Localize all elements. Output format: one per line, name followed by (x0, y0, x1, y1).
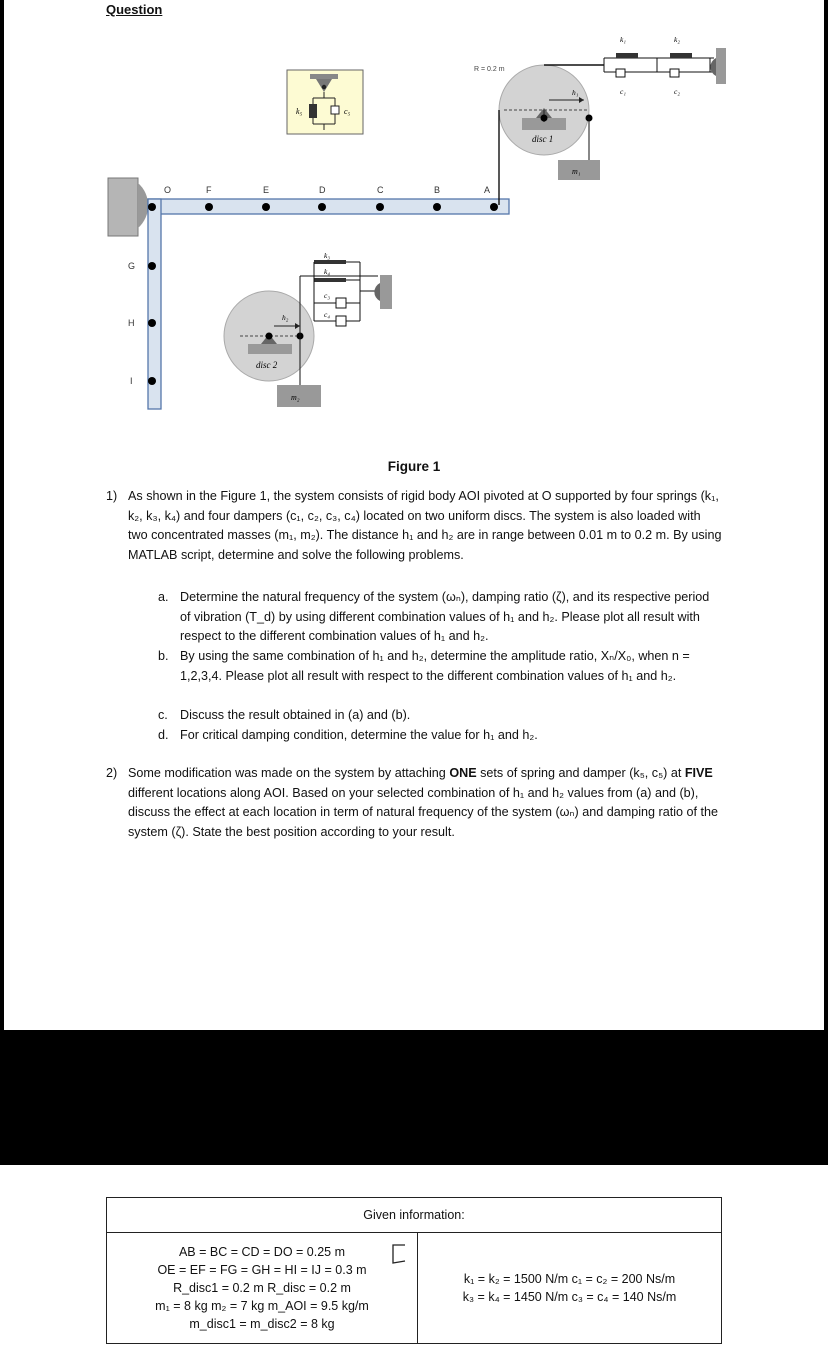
given-left-line: m₁ = 8 kg m₂ = 7 kg m_AOI = 9.5 kg/m (155, 1299, 369, 1313)
question-title: Question (106, 2, 163, 17)
q1-intro: As shown in the Figure 1, the system consists of rigid body AOI pivoted at O supported by four springs (k₁, k₂, k₃, k₄) and four dampers (c₁, c₂, c₃, c₄) located on two uniform discs. The system is also loaded with two concentrated masses (m₁, m₂). The distance h₁ and h₂ are in range between 0.01 m to 0.2 m. By using MATLAB script, determine and solve the following problems. (128, 489, 722, 563)
given-left-cell (107, 1233, 418, 1344)
given-information-table (106, 1197, 722, 1344)
given-title: Given information: (107, 1198, 722, 1233)
c4-label: c₄ (324, 310, 330, 319)
point-B-label: B (434, 185, 441, 195)
q1-part-d-text: For critical damping condition, determine the value for h₁ and h₂. (180, 728, 538, 742)
vertical-bar-OI (148, 199, 161, 409)
c5-label: c₅ (344, 107, 351, 116)
given-left-line: m_disc1 = m_disc2 = 8 kg (189, 1317, 335, 1331)
given-information-page (0, 1165, 828, 1360)
k2-label: k₂ (674, 35, 680, 44)
question-page (4, 0, 824, 1030)
k4-label: k₄ (324, 267, 330, 276)
q1-part-b (158, 647, 722, 686)
given-right-line: k₃ = k₄ = 1450 N/m c₃ = c₄ = 140 Ns/m (462, 1290, 677, 1304)
r-dimension-label: R = 0.2 m (474, 66, 505, 73)
q2-bold-five: FIVE (684, 766, 713, 780)
handwritten-bracket (389, 1241, 409, 1267)
figure-1-diagram (4, 0, 824, 460)
point-F-label: F (206, 185, 212, 195)
q1-number: 1) (106, 489, 118, 503)
k1-label: k₁ (620, 35, 626, 44)
q1-part-c-text: Discuss the result obtained in (a) and (b). (180, 708, 411, 722)
given-right-line: k₁ = k₂ = 1500 N/m c₁ = c₂ = 200 Ns/m (463, 1272, 676, 1286)
h1-label: h₁ (572, 88, 579, 97)
c1-label: c₁ (620, 87, 626, 96)
q1-part-b-text: By using the same combination of h₁ and h₂, determine the amplitude ratio, Xₙ/X₀, when n = 1,2,3,4. Please plot all result with respect to the different combination values of h₁ and h₂. (180, 649, 690, 683)
c2-label: c₂ (674, 87, 680, 96)
k5-label: k₅ (296, 107, 303, 116)
point-E-label: E (263, 185, 270, 195)
point-C-label: C (377, 185, 384, 195)
horizontal-bar-OA (148, 199, 509, 214)
point-D-label: D (319, 185, 326, 195)
question-2: 2) Some modification was made on the system by attaching ONE sets of spring and damper (k₅, c₅) at FIVE different locations along AOI. Based on your selected combination of h₁ and h₂ values from (a) and (b), discuss the effect at each location in term of natural frequency of the system (ωₙ) and damping ratio of the system (ζ). State the best position according to your result. (106, 766, 719, 840)
q1-part-d (158, 726, 722, 746)
given-left-line: R_disc1 = 0.2 m R_disc = 0.2 m (173, 1281, 351, 1295)
point-O-label: O (164, 185, 172, 195)
point-G-label: G (128, 261, 136, 271)
disc-2-label: disc 2 (256, 360, 278, 370)
h2-label: h₂ (282, 313, 289, 322)
pivot-wall (108, 178, 138, 236)
given-right-cell (418, 1233, 722, 1344)
disc-1-label: disc 1 (532, 134, 554, 144)
k3-label: k₃ (324, 251, 330, 260)
q1-part-c (158, 706, 722, 726)
q1-part-d-letter: d. (158, 728, 169, 742)
c3-label: c₃ (324, 291, 330, 300)
q1-part-a (158, 588, 722, 647)
q2-bold-one: ONE (449, 766, 477, 780)
q1-part-c-letter: c. (158, 708, 168, 722)
m1-label: m₁ (572, 167, 581, 176)
q2-number: 2) (106, 766, 118, 780)
point-A-label: A (484, 185, 491, 195)
m2-label: m₂ (291, 393, 300, 402)
point-H-label: H (128, 318, 135, 328)
given-left-line: AB = BC = CD = DO = 0.25 m (178, 1245, 346, 1259)
given-left-line: OE = EF = FG = GH = HI = IJ = 0.3 m (157, 1263, 367, 1277)
figure-caption: Figure 1 (387, 459, 441, 474)
q1-part-b-letter: b. (158, 649, 169, 663)
question-1 (106, 487, 722, 566)
q1-part-a-text: Determine the natural frequency of the system (ωₙ), damping ratio (ζ), and its respective period of vibration (T_d) by using different combination values of h₁ and h₂. Please plot all result with respect to the different combination values of h₁ and h₂. (180, 590, 710, 644)
q1-part-a-letter: a. (158, 590, 169, 604)
point-I-label: I (130, 376, 133, 386)
